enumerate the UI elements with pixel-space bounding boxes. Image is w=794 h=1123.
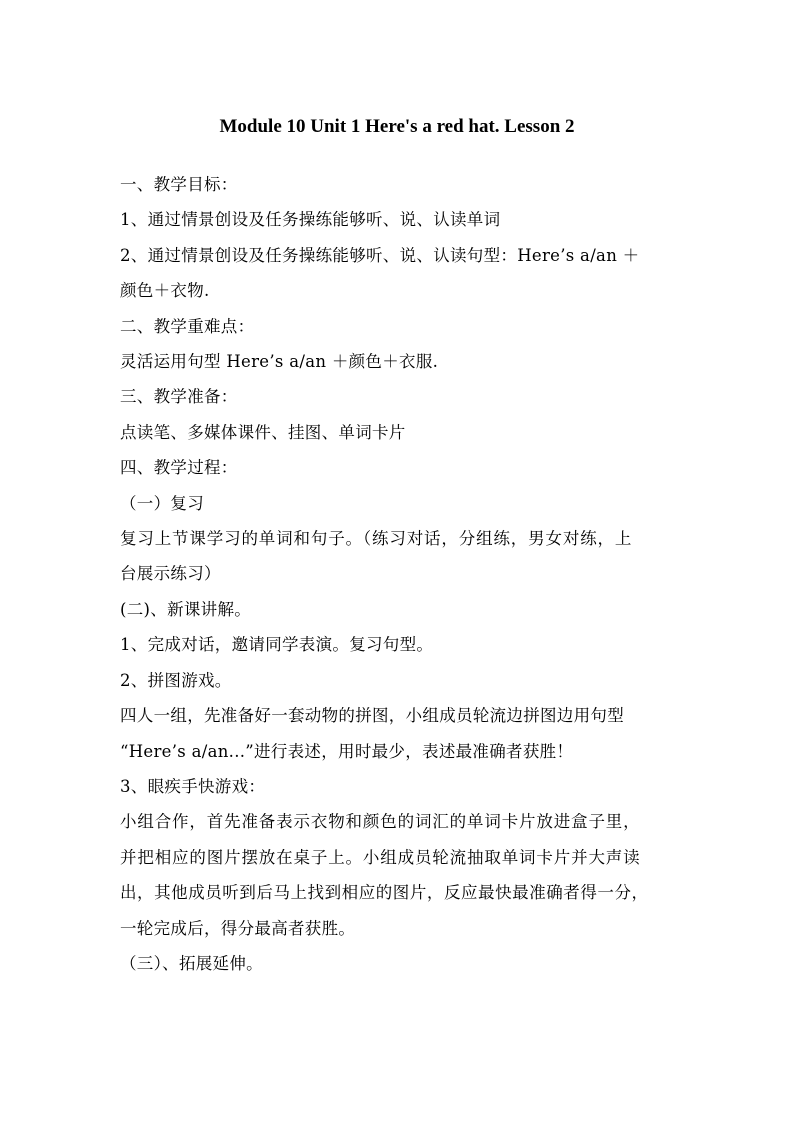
subsection-heading-review: （一）复习 xyxy=(120,493,204,513)
puzzle-game-text-continued: “Here’s a/an...”进行表述，用时最少，表述最准确者获胜！ xyxy=(120,741,574,761)
section-heading-process: 四、教学过程： xyxy=(120,458,238,478)
objective-item-2: 2、通过情景创设及任务操练能够听、说、认读句型：Here’s a/an ＋ xyxy=(120,245,640,265)
objective-item-2-continued: 颜色＋衣物. xyxy=(120,281,210,301)
puzzle-game-text: 四人一组，先准备好一套动物的拼图，小组成员轮流边拼图边用句型 xyxy=(120,706,624,726)
quick-eye-game-text-4: 一轮完成后，得分最高者获胜。 xyxy=(120,918,356,938)
quick-eye-game-text: 小组合作，首先准备表示衣物和颜色的词汇的单词卡片放进盒子里， xyxy=(120,812,641,832)
section-heading-preparation: 三、教学准备： xyxy=(120,387,238,407)
key-points-text: 灵活运用句型 Here’s a/an ＋颜色＋衣服. xyxy=(120,352,439,372)
new-lesson-item-3: 3、眼疾手快游戏： xyxy=(120,776,266,796)
preparation-text: 点读笔、多媒体课件、挂图、单词卡片 xyxy=(120,422,406,442)
quick-eye-game-text-2: 并把相应的图片摆放在桌子上。小组成员轮流抽取单词卡片并大声读 xyxy=(120,847,641,867)
review-text-continued: 台展示练习） xyxy=(120,564,221,584)
new-lesson-item-1: 1、完成对话，邀请同学表演。复习句型。 xyxy=(120,635,434,655)
document-title: Module 10 Unit 1 Here's a red hat. Lesson 2 xyxy=(219,116,575,137)
review-text: 复习上节课学习的单词和句子。（练习对话，分组练，男女对练，上 xyxy=(120,529,633,549)
document-body xyxy=(120,167,680,981)
quick-eye-game-text-3: 出，其他成员听到后马上找到相应的图片，反应最快最准确者得一分， xyxy=(120,883,649,903)
section-heading-key-points: 二、教学重难点： xyxy=(120,316,255,336)
subsection-heading-new-lesson: (二)、新课讲解。 xyxy=(120,599,252,619)
objective-item-1: 1、通过情景创设及任务操练能够听、说、认读单词 xyxy=(120,210,501,230)
section-heading-objectives: 一、教学目标： xyxy=(120,175,238,194)
new-lesson-item-2: 2、拼图游戏。 xyxy=(120,670,232,690)
subsection-heading-extension: （三）、拓展延伸。 xyxy=(120,953,263,973)
